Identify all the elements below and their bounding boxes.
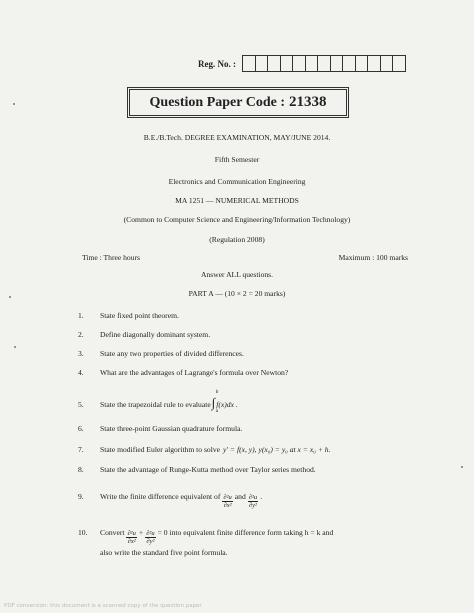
question-number: 9. — [78, 492, 84, 501]
fraction-numerator: ∂²u — [248, 494, 258, 501]
question-5 — [78, 390, 238, 414]
reg-no-digit-box — [268, 56, 281, 71]
fraction-denominator: ∂x² — [127, 538, 136, 545]
question-text: State any two properties of divided differences. — [100, 349, 244, 358]
question-2 — [78, 330, 210, 339]
question-paper-code-box — [127, 87, 349, 118]
fraction-d2u-dx2 — [126, 530, 136, 545]
scan-speck — [9, 296, 11, 298]
fraction-denominator: ∂y² — [146, 538, 155, 545]
scan-speck — [14, 346, 16, 348]
integrand: f(x)dx . — [216, 400, 238, 409]
subject: MA 1251 — NUMERICAL METHODS — [175, 196, 299, 205]
footer-watermark: PDF conversion: this document is a scanned copy of the question paper — [4, 603, 202, 609]
question-text: Write the finite difference equivalent of — [100, 492, 221, 501]
question-text: Define diagonally dominant system. — [100, 330, 211, 339]
max-marks: Maximum : 100 marks — [338, 253, 408, 262]
reg-no-digit-box — [281, 56, 294, 71]
question-text: State the trapezoidal rule to evaluate — [100, 400, 211, 409]
scan-speck — [461, 466, 463, 468]
question-4 — [78, 368, 288, 377]
reg-no-digit-box — [368, 56, 381, 71]
question-text: State the advantage of Runge-Kutta method over Taylor series method. — [100, 465, 316, 474]
regulation: (Regulation 2008) — [209, 235, 265, 244]
question-number: 8. — [78, 465, 84, 474]
and-word: and — [234, 492, 246, 501]
reg-no — [198, 55, 406, 72]
question-number: 4. — [78, 368, 84, 377]
question-number: 5. — [78, 400, 84, 409]
part-heading: PART A — (10 × 2 = 20 marks) — [188, 289, 286, 298]
reg-no-digit-box — [306, 56, 319, 71]
semester: Fifth Semester — [214, 155, 260, 164]
question-9 — [78, 492, 262, 509]
reg-no-digit-box — [356, 56, 369, 71]
question-number: 7. — [78, 445, 84, 454]
reg-no-label: Reg. No. : — [198, 58, 236, 69]
reg-no-digit-box — [331, 56, 344, 71]
question-text-continued: = 0 into equivalent finite difference form taking h = k and — [157, 528, 334, 537]
question-3 — [78, 349, 244, 358]
reg-no-digit-box — [243, 56, 256, 71]
question-text: State fixed point theorem. — [100, 311, 179, 320]
fraction-d2u-dy2 — [145, 530, 155, 545]
fraction-denominator: ∂x² — [223, 502, 232, 509]
reg-no-digit-box — [318, 56, 331, 71]
question-text: What are the advantages of Lagrange's formula over Newton? — [100, 368, 289, 377]
reg-no-digit-box — [381, 56, 394, 71]
question-8 — [78, 465, 316, 474]
reg-no-digit-box — [293, 56, 306, 71]
scan-speck — [13, 103, 15, 105]
question-number: 10. — [78, 528, 88, 537]
fraction-numerator: ∂²u — [223, 494, 232, 501]
integral-sign: ∫ b a — [211, 390, 219, 414]
reg-no-digit-box — [256, 56, 269, 71]
integral-lower-limit: a — [215, 409, 218, 414]
question-1 — [78, 311, 179, 320]
question-text: State three-point Gaussian quadrature formula. — [100, 424, 243, 433]
fraction-numerator: ∂²u — [127, 530, 136, 537]
common-note: (Common to Computer Science and Engineering/Information Technology) — [123, 215, 351, 224]
fraction-denominator: ∂y² — [248, 502, 257, 509]
fraction-d2u-dx2 — [222, 494, 232, 509]
branch: Electronics and Communication Engineering — [168, 177, 306, 186]
integral-upper-limit: b — [215, 390, 219, 395]
question-10 — [78, 528, 333, 545]
exam-title: B.E./B.Tech. DEGREE EXAMINATION, MAY/JUNE 2014. — [143, 133, 331, 142]
time-allowed: Time : Three hours — [82, 253, 141, 262]
plus-sign: + — [138, 528, 144, 537]
fraction-numerator: ∂²u — [146, 530, 155, 537]
question-number: 6. — [78, 424, 84, 433]
question-text: State modified Euler algorithm to solve — [100, 445, 220, 454]
fraction-d2u-dy2 — [248, 494, 258, 509]
question-number: 2. — [78, 330, 84, 339]
reg-no-digit-box — [393, 56, 405, 71]
question-7 — [78, 445, 330, 454]
question-text: Convert — [100, 528, 125, 537]
ode-expression: y′ = f(x, y), y(x₀) = y₀ at x = x₀ + h. — [223, 445, 331, 454]
qpc-code: 21338 — [288, 94, 327, 110]
question-number: 3. — [78, 349, 84, 358]
qpc-label: Question Paper Code : — [149, 94, 285, 110]
reg-no-digit-box — [343, 56, 356, 71]
instruction: Answer ALL questions. — [200, 270, 274, 279]
question-end-period: . — [260, 492, 263, 501]
question-6 — [78, 424, 242, 433]
question-10-line-2: also write the standard five point formula. — [100, 548, 228, 557]
question-number: 1. — [78, 311, 84, 320]
reg-no-boxes — [242, 55, 406, 72]
